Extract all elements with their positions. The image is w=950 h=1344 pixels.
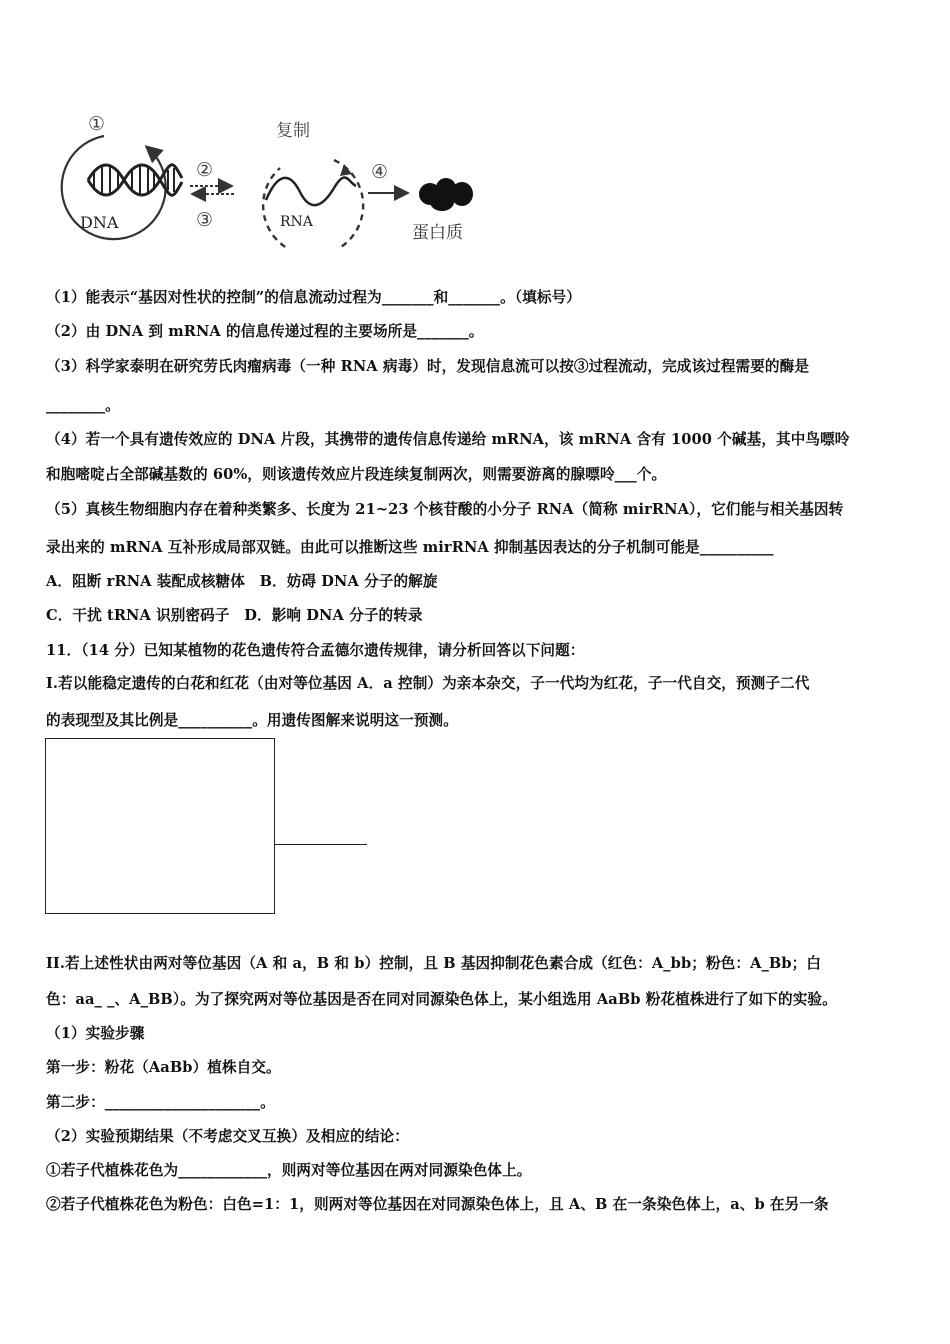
part-i-line-b: 的表现型及其比例是__________。用遗传图解来说明这一预测。 bbox=[46, 712, 458, 729]
question-4-line-b: 和胞嘧啶占全部碱基数的 60%，则该遗传效应片段连续复制两次，则需要游离的腺嘌呤___个。 bbox=[46, 466, 667, 483]
question-11-heading: 11．（14 分）已知某植物的花色遗传符合孟德尔遗传规律，请分析回答以下问题： bbox=[46, 642, 585, 659]
protein-label: 蛋白质 bbox=[412, 223, 463, 243]
question-1-line: （1）能表示“基因对性状的控制”的信息流动过程为_______和_______。（填标号） bbox=[46, 289, 581, 306]
marker-2: ② bbox=[196, 159, 214, 181]
marker-3: ③ bbox=[196, 209, 214, 231]
central-dogma-diagram bbox=[44, 108, 484, 248]
question-5-line-a: （5）真核生物细胞内存在着种类繁多、长度为 21~23 个核苷酸的小分子 RNA（简称 mirRNA），它们能与相关基因转 bbox=[46, 501, 844, 518]
question-2-line: （2）由 DNA 到 mRNA 的信息传递过程的主要场所是_______。 bbox=[46, 323, 484, 340]
protein-icon bbox=[419, 178, 473, 211]
dna-helix-icon bbox=[88, 165, 182, 196]
dna-label: DNA bbox=[80, 213, 119, 232]
question-3-blank-line: ________。 bbox=[46, 397, 120, 414]
question-5-line-b: 录出来的 mRNA 互补形成局部双链。由此可以推断这些 mirRNA 抑制基因表达的分子机制可能是__________ bbox=[46, 539, 774, 556]
question-4-line-a: （4）若一个具有遗传效应的 DNA 片段，其携带的遗传信息传递给 mRNA，该 mRNA 含有 1000 个碱基，其中鸟嘌呤 bbox=[46, 431, 850, 448]
replication-label: 复制 bbox=[276, 121, 310, 141]
result-2-line: ②若子代植株花色为粉色：白色=1：1，则两对等位基因在对同源染色体上，且 A、B 在一条染色体上，a、b 在另一条 bbox=[46, 1196, 829, 1213]
part-ii-line-a: II.若上述性状由两对等位基因（A 和 a，B 和 b）控制，且 B 基因抑制花色素合成（红色：A_bb；粉色：A_Bb；白 bbox=[46, 955, 822, 972]
part-ii-line-b: 色：aa_ _、A_BB）。为了探究两对等位基因是否在同对同源染色体上，某小组选用 AaBb 粉花植株进行了如下的实验。 bbox=[46, 991, 837, 1008]
step-two-line: 第二步：_____________________。 bbox=[46, 1094, 275, 1111]
step-one-line: 第一步：粉花（AaBb）植株自交。 bbox=[46, 1059, 281, 1076]
answer-box-underline bbox=[274, 844, 367, 845]
rna-label: RNA bbox=[280, 214, 313, 230]
option-line-ab: A．阻断 rRNA 装配成核糖体 B．妨碍 DNA 分子的解旋 bbox=[46, 573, 438, 590]
result-1-line: ①若子代植株花色为____________，则两对等位基因在两对同源染色体上。 bbox=[46, 1162, 532, 1179]
option-line-cd: C．干扰 tRNA 识别密码子 D．影响 DNA 分子的转录 bbox=[46, 607, 423, 624]
experiment-steps-heading: （1）实验步骤 bbox=[46, 1025, 145, 1042]
marker-1: ① bbox=[88, 113, 106, 135]
part-i-line-a: I.若以能稳定遗传的白花和红花（由对等位基因 A．a 控制）为亲本杂交，子一代均为红花，子一代自交，预测子二代 bbox=[46, 675, 810, 692]
genetic-diagram-answer-box[interactable] bbox=[45, 738, 275, 914]
marker-4: ④ bbox=[371, 161, 389, 183]
expected-results-heading: （2）实验预期结果（不考虑交叉互换）及相应的结论： bbox=[46, 1128, 409, 1145]
rna-strand-icon bbox=[266, 178, 356, 206]
question-3-line: （3）科学家泰明在研究劳氏肉瘤病毒（一种 RNA 病毒）时，发现信息流可以按③过程流动，完成该过程需要的酶是 bbox=[46, 358, 810, 375]
